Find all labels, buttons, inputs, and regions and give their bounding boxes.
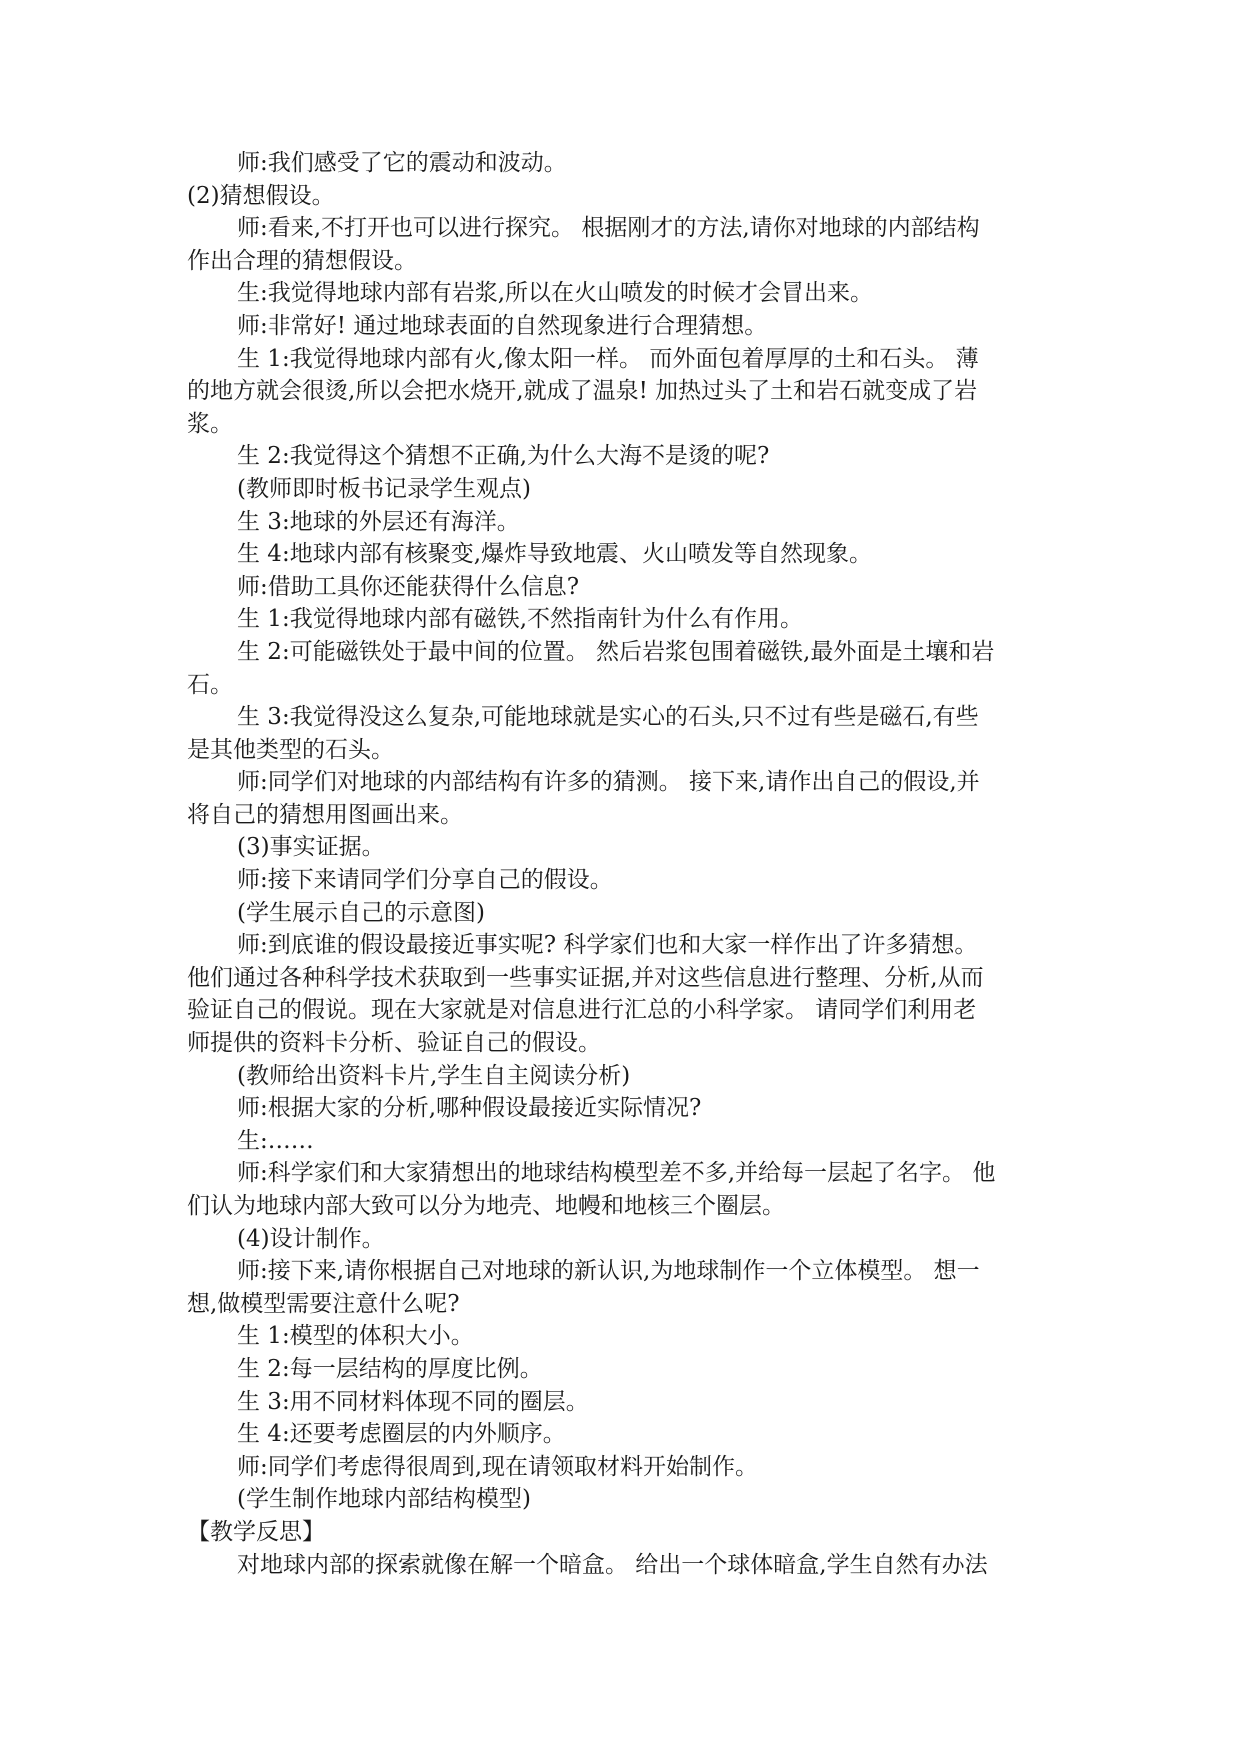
text-line: 师:看来,不打开也可以进行探究。 根据刚才的方法,请你对地球的内部结构 <box>237 215 980 242</box>
text-line: 生 1:模型的体积大小。 <box>237 1323 474 1350</box>
text-line: 生 2:每一层结构的厚度比例。 <box>237 1355 543 1382</box>
text-line: 师:到底谁的假设最接近事实呢? 科学家们也和大家一样作出了许多猜想。 <box>237 932 978 959</box>
text-line: 是其他类型的石头。 <box>187 736 394 763</box>
text-line: 对地球内部的探索就像在解一个暗盒。 给出一个球体暗盒,学生自然有办法 <box>237 1551 988 1578</box>
text-line: (学生展示自己的示意图) <box>237 899 485 926</box>
text-line: 师:接下来请同学们分享自己的假设。 <box>237 867 613 894</box>
text-line: 师:非常好! 通过地球表面的自然现象进行合理猜想。 <box>237 312 768 339</box>
text-line: 作出合理的猜想假设。 <box>187 247 417 274</box>
section-heading: (4)设计制作。 <box>237 1225 385 1252</box>
text-line: 生 1:我觉得地球内部有磁铁,不然指南针为什么有作用。 <box>237 606 804 633</box>
text-line: 生 3:地球的外层还有海洋。 <box>237 508 520 535</box>
section-heading: (2)猜想假设。 <box>187 182 335 209</box>
text-line: 生:…… <box>237 1127 314 1154</box>
text-line: (学生制作地球内部结构模型) <box>237 1486 531 1513</box>
text-line: (教师即时板书记录学生观点) <box>237 475 531 502</box>
text-line: 师:根据大家的分析,哪种假设最接近实际情况? <box>237 1095 702 1122</box>
text-line: 师提供的资料卡分析、验证自己的假设。 <box>187 1030 601 1057</box>
text-line: 生 3:我觉得没这么复杂,可能地球就是实心的石头,只不过有些是磁石,有些 <box>237 704 979 731</box>
text-line: 生 3:用不同材料体现不同的圈层。 <box>237 1388 589 1415</box>
text-line: 将自己的猜想用图画出来。 <box>187 801 463 828</box>
text-line: 师:接下来,请你根据自己对地球的新认识,为地球制作一个立体模型。 想一 <box>237 1258 980 1285</box>
text-line: 生 2:可能磁铁处于最中间的位置。 然后岩浆包围着磁铁,最外面是土壤和岩 <box>237 638 995 665</box>
text-line: 想,做模型需要注意什么呢? <box>187 1290 460 1317</box>
document-body <box>187 147 1062 1581</box>
section-heading: 【教学反思】 <box>187 1518 325 1545</box>
text-line: 生 1:我觉得地球内部有火,像太阳一样。 而外面包着厚厚的土和石头。 薄 <box>237 345 979 372</box>
text-line: 师:同学们对地球的内部结构有许多的猜测。 接下来,请作出自己的假设,并 <box>237 769 980 796</box>
text-line: 师:同学们考虑得很周到,现在请领取材料开始制作。 <box>237 1453 759 1480</box>
text-line: 师:我们感受了它的震动和波动。 <box>237 150 567 176</box>
text-line: 生 4:还要考虑圈层的内外顺序。 <box>237 1421 566 1448</box>
text-line: 浆。 <box>187 410 233 437</box>
text-line: 师:科学家们和大家猜想出的地球结构模型差不多,并给每一层起了名字。 他 <box>237 1160 996 1187</box>
text-line: 师:借助工具你还能获得什么信息? <box>237 573 580 600</box>
text-line: 他们通过各种科学技术获取到一些事实证据,并对这些信息进行整理、分析,从而 <box>187 964 984 991</box>
text-line: 验证自己的假说。现在大家就是对信息进行汇总的小科学家。 请同学们利用老 <box>187 997 977 1024</box>
text-line: 生 2:我觉得这个猜想不正确,为什么大海不是烫的呢? <box>237 443 770 470</box>
section-heading: (3)事实证据。 <box>237 834 385 861</box>
text-line: 的地方就会很烫,所以会把水烧开,就成了温泉! 加热过头了土和岩石就变成了岩 <box>187 378 978 405</box>
text-line: 石。 <box>187 671 233 698</box>
text-line: 生:我觉得地球内部有岩浆,所以在火山喷发的时候才会冒出来。 <box>237 280 874 307</box>
text-line: (教师给出资料卡片,学生自主阅读分析) <box>237 1062 631 1089</box>
text-line: 们认为地球内部大致可以分为地壳、地幔和地核三个圈层。 <box>187 1193 785 1219</box>
text-line: 生 4:地球内部有核聚变,爆炸导致地震、火山喷发等自然现象。 <box>237 541 873 568</box>
